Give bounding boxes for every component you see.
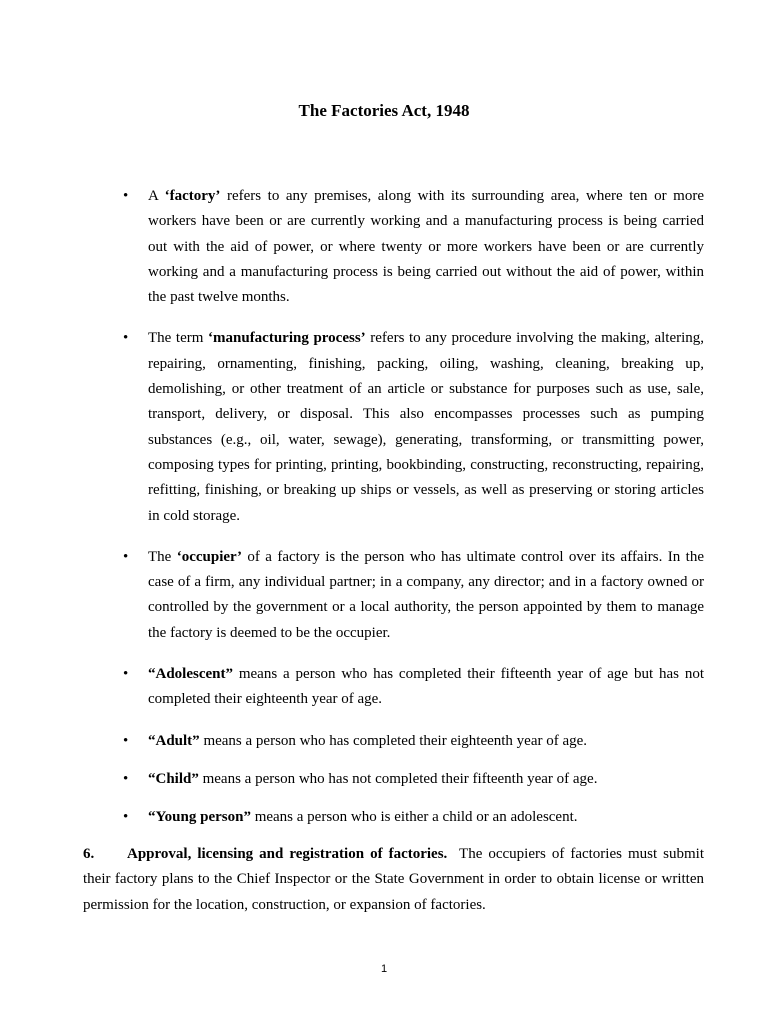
bullet-icon: • bbox=[123, 330, 129, 347]
section-heading: Approval, licensing and registration of factories. bbox=[127, 846, 448, 862]
definition-text: means a person who has not completed their fifteenth year of age. bbox=[198, 770, 598, 787]
definition-text: means a person who has completed their fifteenth year of age but has not completed their eighteenth year of age. bbox=[148, 666, 704, 708]
page-title: The Factories Act, 1948 bbox=[298, 101, 470, 120]
definition-adolescent bbox=[120, 662, 704, 713]
definition-text: means a person who has completed their eighteenth year of age. bbox=[199, 732, 588, 749]
definition-term: ‘occupier’ bbox=[176, 548, 242, 565]
bullet-icon: • bbox=[123, 770, 129, 787]
definition-text: refers to any premises, along with its surrounding area, where ten or more workers have been or are currently working and a manufacturing process is being carried out with the aid of power, or where twenty or more workers have been or are currently working and a manufacturing process is being carried out without the aid of power, within the past twelve months. bbox=[148, 188, 704, 306]
definition-text: means a person who is either a child or an adolescent. bbox=[250, 809, 578, 826]
bullet-icon: • bbox=[123, 666, 129, 683]
page-number: 1 bbox=[380, 963, 388, 975]
definition-term: ‘manufacturing process’ bbox=[208, 330, 366, 347]
definition-occupier bbox=[120, 545, 704, 646]
definition-child bbox=[120, 767, 704, 792]
section-6-paragraph bbox=[83, 842, 708, 918]
definition-factory bbox=[120, 184, 704, 310]
definition-adult bbox=[120, 729, 704, 754]
definitions-list bbox=[120, 184, 704, 844]
definition-term: “Young person” bbox=[148, 809, 251, 826]
definition-text: of a factory is the person who has ultimate control over its affairs. In the case of a firm, any individual partner; in a company, any director; and in a factory owned or controlled by the government or a local authority, the person appointed by them to manage the factory is deemed to be the occupier. bbox=[148, 548, 704, 641]
definition-term: “Adult” bbox=[148, 732, 200, 749]
bullet-icon: • bbox=[123, 732, 129, 749]
bullet-icon: • bbox=[123, 548, 129, 565]
bullet-icon: • bbox=[123, 809, 129, 826]
section-number: 6. bbox=[83, 846, 95, 862]
bullet-icon: • bbox=[123, 188, 129, 204]
definition-text: refers to any procedure involving the making, altering, repairing, ornamenting, finishing, packing, oiling, washing, cleaning, breaking up, demolishing, or other treatment of an article or substance for purposes such as use, sale, transport, delivery, or disposal. This also encompasses processes such as pumping substances (e.g., oil, water, sewage), generating, transforming, or transmitting power, composing types for printing, printing, bookbinding, constructing, reconstructing, repairing, refitting, finishing, or breaking up ships or vessels, as well as preserving or storing articles in cold storage. bbox=[148, 330, 705, 524]
section-body: The occupiers of factories must submit their factory plans to the Chief Inspector or the State Government in order to obtain license or written permission for the location, construction, or expansion of factories. bbox=[83, 846, 708, 913]
definition-pre: The bbox=[148, 548, 177, 565]
definition-young-person bbox=[120, 805, 704, 830]
definition-term: “Child” bbox=[148, 770, 199, 787]
definition-pre: A bbox=[148, 188, 165, 204]
definition-manufacturing-process bbox=[120, 326, 704, 528]
definition-term: ‘factory’ bbox=[164, 188, 221, 204]
definition-term: “Adolescent” bbox=[148, 666, 233, 683]
definition-pre: The term bbox=[148, 330, 209, 347]
